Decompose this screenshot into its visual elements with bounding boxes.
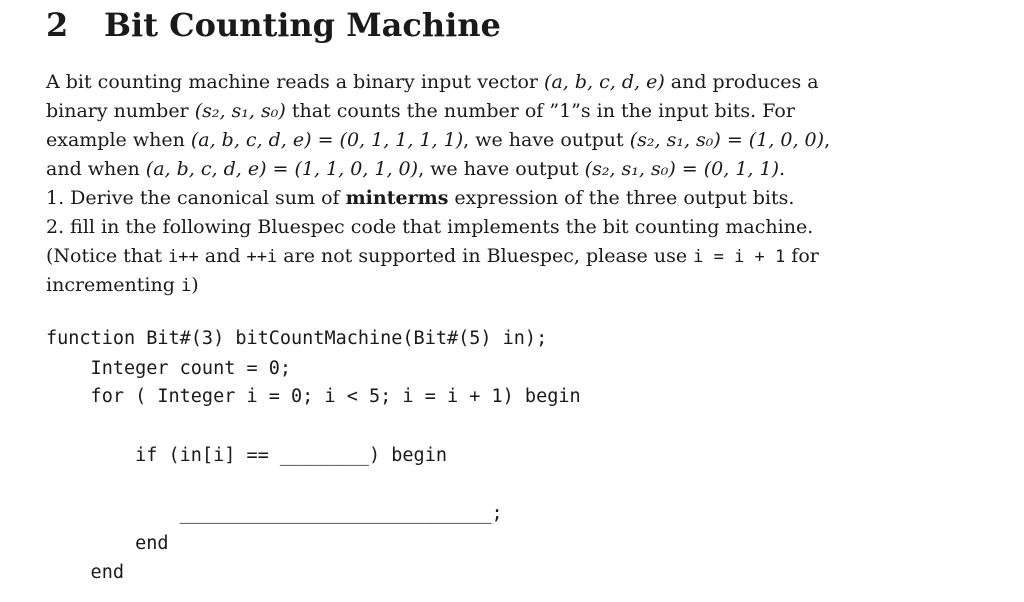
item-text: (Notice that — [46, 245, 168, 267]
section-number: 2 — [46, 6, 69, 44]
inline-code: i++ — [168, 247, 199, 267]
intro-text: , we have output — [418, 158, 585, 180]
item-2-note — [46, 271, 906, 300]
item-text: 1. Derive the canonical sum of — [46, 187, 346, 209]
item-text: ) — [191, 274, 199, 296]
output-vector-math: (s₂, s₁, s₀) — [194, 100, 286, 122]
intro-paragraph — [46, 68, 906, 300]
example-input-math: (a, b, c, d, e) = (0, 1, 1, 1, 1) — [190, 129, 464, 151]
example-input-math: (a, b, c, d, e) = (1, 1, 0, 1, 0) — [145, 158, 419, 180]
intro-text: that counts the number of ”1”s in the input bits. For — [285, 100, 795, 122]
code-line: end — [46, 562, 124, 583]
code-line: end — [46, 533, 169, 554]
intro-text: binary number — [46, 100, 195, 122]
intro-text: , we have output — [463, 129, 630, 151]
item-text: and — [198, 245, 247, 267]
item-text: incrementing — [46, 274, 181, 296]
section-title: Bit Counting Machine — [104, 6, 501, 44]
intro-line — [46, 68, 906, 97]
code-line: function Bit#(3) bitCountMachine(Bit#(5) in); — [46, 328, 548, 349]
item-text: 2. fill in the following Bluespec code that implements the bit counting machine. — [46, 216, 814, 238]
inline-code: i = i + 1 — [693, 247, 786, 267]
intro-text: A bit counting machine reads a binary input vector — [46, 71, 545, 93]
intro-line — [46, 97, 906, 126]
inline-code: i — [180, 276, 192, 296]
minterms-bold: minterms — [345, 187, 449, 209]
intro-text: , — [824, 129, 831, 151]
item-text: are not supported in Bluespec, please use — [277, 245, 694, 267]
example-output-math: (s₂, s₁, s₀) = (1, 0, 0) — [629, 129, 825, 151]
code-block — [46, 326, 581, 583]
code-line: for ( Integer i = 0; i < 5; i = i + 1) begin — [46, 386, 581, 407]
intro-text: . — [779, 158, 786, 180]
item-2-note — [46, 242, 906, 271]
item-text: for — [785, 245, 819, 267]
code-line: if (in[i] == ________) begin — [46, 445, 447, 466]
intro-line — [46, 126, 906, 155]
item-text: expression of the three output bits. — [448, 187, 795, 209]
example-output-math: (s₂, s₁, s₀) = (0, 1, 1) — [584, 158, 779, 180]
item-1 — [46, 184, 906, 213]
input-vector-math: (a, b, c, d, e) — [544, 71, 665, 93]
intro-text: and produces a — [664, 71, 819, 93]
code-line: Integer count = 0; — [46, 358, 292, 379]
intro-text: and when — [46, 158, 146, 180]
code-line: ____________________________; — [46, 503, 503, 524]
section-heading — [46, 6, 501, 44]
inline-code: ++i — [246, 247, 278, 267]
item-2 — [46, 213, 906, 242]
intro-text: example when — [46, 129, 191, 151]
intro-line — [46, 155, 906, 184]
